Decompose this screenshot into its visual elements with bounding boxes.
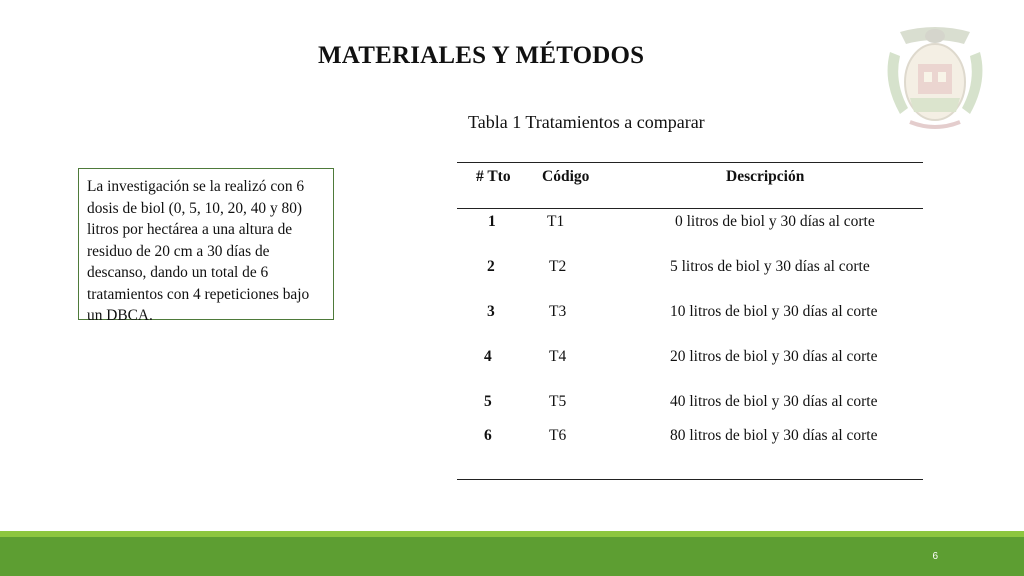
footer-bar: [0, 537, 1024, 576]
row-tto: 6: [484, 427, 492, 444]
university-crest-icon: [880, 22, 990, 132]
row-tto: 4: [484, 348, 492, 365]
slide-title: MATERIALES Y MÉTODOS: [318, 42, 645, 69]
row-code: T5: [549, 393, 567, 410]
row-code: T1: [547, 213, 565, 230]
row-code: T6: [549, 427, 567, 444]
row-tto: 5: [484, 393, 492, 410]
method-description-box: [78, 168, 334, 324]
table-bottom-rule: [457, 479, 923, 480]
row-tto: 3: [487, 303, 495, 320]
row-description: 5 litros de biol y 30 días al corte: [670, 258, 870, 275]
row-description: 40 litros de biol y 30 días al corte: [670, 393, 878, 410]
row-code: T3: [549, 303, 567, 320]
method-description-text: La investigación se la realizó con 6 dosis de biol (0, 5, 10, 20, 40 y 80) litros por hectárea a una altura de residuo de 20 cm a 30 días de descanso, dando un total de 6 tratamientos con 4 repeticiones bajo un DBCA.: [87, 178, 310, 324]
row-code: T4: [549, 348, 567, 365]
row-description: 10 litros de biol y 30 días al corte: [670, 303, 878, 320]
table-top-rule: [457, 162, 923, 163]
row-tto: 2: [487, 258, 495, 275]
header-descripcion: Descripción: [726, 168, 805, 185]
row-description: 20 litros de biol y 30 días al corte: [670, 348, 878, 365]
row-description: 80 litros de biol y 30 días al corte: [670, 427, 878, 444]
table-caption: Tabla 1 Tratamientos a comparar: [468, 112, 705, 132]
page-number: 6: [932, 551, 938, 562]
row-code: T2: [549, 258, 567, 275]
row-description: 0 litros de biol y 30 días al corte: [675, 213, 875, 230]
header-codigo: Código: [542, 168, 590, 185]
row-tto: 1: [488, 213, 496, 230]
header-tto: # Tto: [476, 168, 511, 185]
table-header-rule: [457, 208, 923, 209]
